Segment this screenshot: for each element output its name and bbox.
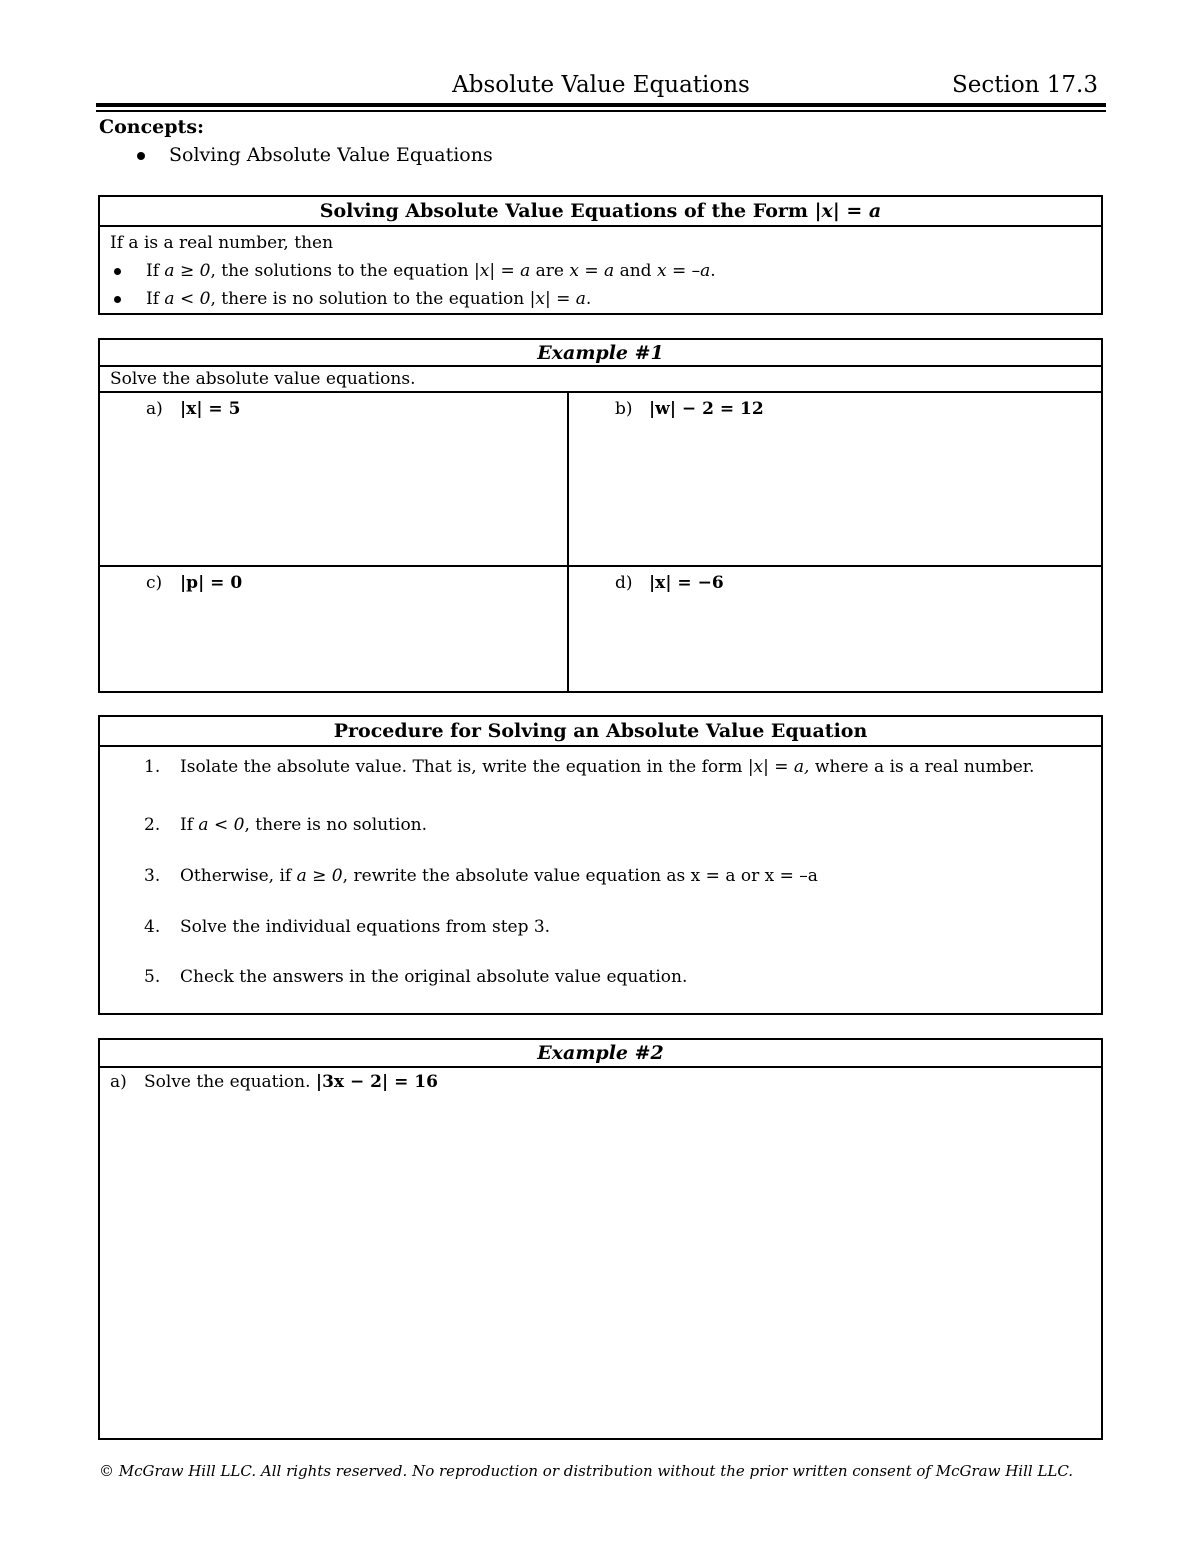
example1-part-b[interactable] (569, 393, 1101, 565)
part-label: c) (146, 573, 163, 593)
step-number: 5. (144, 967, 161, 987)
math-equation: |x| = a (529, 289, 586, 309)
step-text: Check the answers in the original absolute value equation. (180, 967, 688, 987)
copyright-footer: © McGraw Hill LLC. All rights reserved. No reproduction or distribution without the prior written consent of McGraw Hill LLC. (99, 1462, 1074, 1480)
step-number: 3. (144, 866, 161, 886)
bullet-icon (114, 296, 121, 303)
text: , the solutions to the equation (210, 261, 475, 281)
definition-title (100, 197, 1101, 227)
example2-title: Example #2 (100, 1040, 1101, 1068)
concepts-item (137, 142, 493, 168)
math-condition: a ≥ 0 (164, 261, 211, 281)
example2-box (98, 1038, 1103, 1440)
text: If (146, 261, 165, 281)
procedure-box (98, 715, 1103, 1015)
bullet-icon (137, 152, 145, 160)
step-math: a ≥ 0 (296, 866, 343, 886)
text: . (585, 289, 592, 309)
step-text: Isolate the absolute value. That is, write the equation in the form (180, 757, 748, 777)
step-number: 4. (144, 917, 161, 937)
text: are (530, 261, 570, 281)
concepts-item-text: Solving Absolute Value Equations (169, 144, 493, 166)
example2-text: Solve the equation. (144, 1072, 316, 1092)
part-equation: |x| = 5 (180, 399, 241, 419)
text: and (614, 261, 657, 281)
definition-intro: If a is a real number, then (110, 233, 334, 253)
definition-bullet-2 (110, 285, 1091, 313)
definition-bullet-1 (110, 257, 1091, 285)
example2-equation: |3x − 2| = 16 (315, 1072, 438, 1092)
page-header (96, 72, 1106, 104)
step-text: , rewrite the absolute value equation as x = a or x = –a (342, 866, 818, 886)
part-equation: |x| = −6 (649, 573, 724, 593)
concepts-list (137, 142, 493, 168)
part-equation: |w| − 2 = 12 (649, 399, 764, 419)
definition-title-text: Solving Absolute Value Equations of the Form (319, 200, 815, 222)
definition-body (100, 227, 1101, 315)
math-solution: x = a (569, 261, 615, 281)
example1-title: Example #1 (100, 340, 1101, 367)
text: . (710, 261, 716, 281)
math-equation: |x| = a (474, 261, 531, 281)
section-number: Section 17.3 (951, 72, 1098, 98)
example1-part-a[interactable] (100, 393, 567, 565)
text: If (146, 289, 165, 309)
procedure-title: Procedure for Solving an Absolute Value Equation (100, 717, 1101, 747)
page-title: Absolute Value Equations (452, 72, 750, 98)
example2-workspace[interactable] (100, 1068, 1101, 1438)
example1-instruction: Solve the absolute value equations. (100, 367, 1101, 393)
step-number: 1. (144, 757, 161, 777)
example1-grid (100, 393, 1101, 691)
example1-part-d[interactable] (569, 567, 1101, 691)
part-label: a) (110, 1072, 127, 1092)
bullet-icon (114, 268, 121, 275)
step-text: If (180, 815, 199, 835)
example1-part-c[interactable] (100, 567, 567, 691)
step-math: a < 0 (198, 815, 245, 835)
concepts-heading: Concepts: (99, 116, 205, 138)
step-math: |x| = a, (747, 757, 810, 777)
definition-box (98, 195, 1103, 315)
part-equation: |p| = 0 (180, 573, 243, 593)
step-text: , there is no solution. (244, 815, 428, 835)
concepts-section (99, 116, 493, 168)
example1-box (98, 338, 1103, 693)
step-text: Otherwise, if (180, 866, 297, 886)
part-label: b) (615, 399, 633, 419)
part-label: d) (615, 573, 633, 593)
procedure-steps (100, 747, 1101, 1013)
header-rule-thin (96, 110, 1106, 112)
text: , there is no solution to the equation (210, 289, 530, 309)
math-solution: x = –a (656, 261, 711, 281)
header-rule-thick (96, 103, 1106, 107)
step-number: 2. (144, 815, 161, 835)
math-condition: a < 0 (164, 289, 211, 309)
part-label: a) (146, 399, 163, 419)
step-text: where a is a real number. (809, 757, 1035, 777)
definition-title-math: |x| = a (814, 200, 882, 222)
step-text: Solve the individual equations from step 3. (180, 917, 551, 937)
